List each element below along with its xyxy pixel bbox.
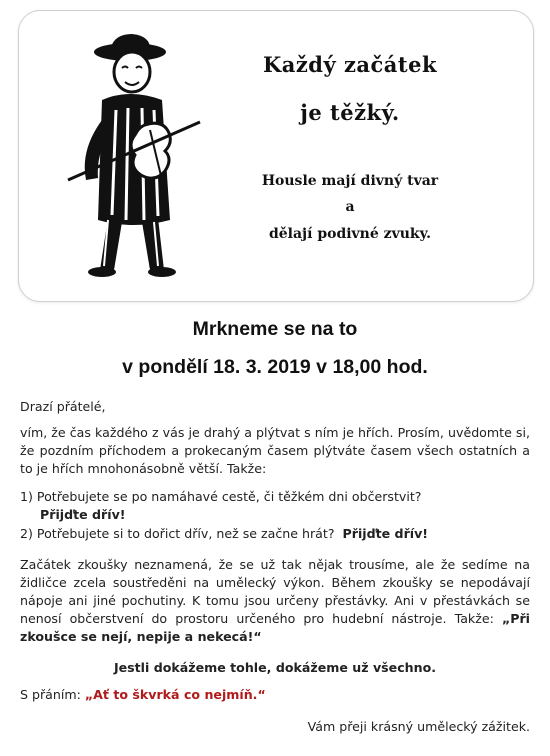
- event-date: v pondělí 18. 3. 2019 v 18,00 hod.: [122, 356, 428, 378]
- wish-quote: „Ať to škvrká co nejmíň.“: [84, 687, 266, 702]
- question-2-row: [20, 525, 530, 543]
- header-subtitle-line1: Housle mají divný tvar: [261, 173, 439, 189]
- header-title-line1: Každý začátek: [262, 52, 438, 77]
- greeting: Drazí přátelé,: [20, 399, 106, 414]
- fiddler-illustration: [50, 30, 220, 280]
- answer-2: Přijďte dřív!: [342, 526, 429, 541]
- header-subtitle-line2: a: [345, 199, 355, 215]
- closing: Vám přeji krásný umělecký zážitek.: [307, 719, 530, 734]
- wish-row: [20, 686, 530, 704]
- paragraph-2-quote: „Při zkoušce se nejí, nepije a nekecá!“: [20, 611, 530, 644]
- paragraph-2-text: Začátek zkoušky neznamená, že se už tak nějak trousíme, ale že sedíme na židličce zcela soustředěni na umělecký výkon. Během zkoušky se nepodávají nápoje ani jiné pochutiny. K tomu jsou určeny přestávky. Ani v přestávkách se nenosí občerstvení do prostoru určeného pro hudební nástroje. Takže:: [20, 557, 530, 626]
- paragraph-2: [20, 556, 530, 646]
- question-2: 2) Potřebujete si to dořict dřív, než se začne hrát?: [20, 526, 335, 541]
- motto: Jestli dokážeme tohle, dokážeme už všechno.: [113, 660, 437, 675]
- question-1: 1) Potřebujete se po namáhavé cestě, či těžkém dni občerstvit?: [20, 489, 422, 504]
- wish-prefix: S přáním:: [20, 687, 81, 702]
- event-title-line1: Mrkneme se na to: [192, 318, 358, 340]
- answer-1: Přijďte dřív!: [40, 507, 126, 522]
- paragraph-1: vím, že čas každého z vás je drahý a plýtvat s ním je hřích. Prosím, uvědomte si, že pozdním příchodem a prokecaným časem plýtváte časem všech ostatních a to je hřích mnohonásobně větší. Takže:: [20, 425, 530, 476]
- header-subtitle-line3: dělají podivné zvuky.: [268, 226, 432, 242]
- header-title-line2: je těžký.: [300, 100, 400, 125]
